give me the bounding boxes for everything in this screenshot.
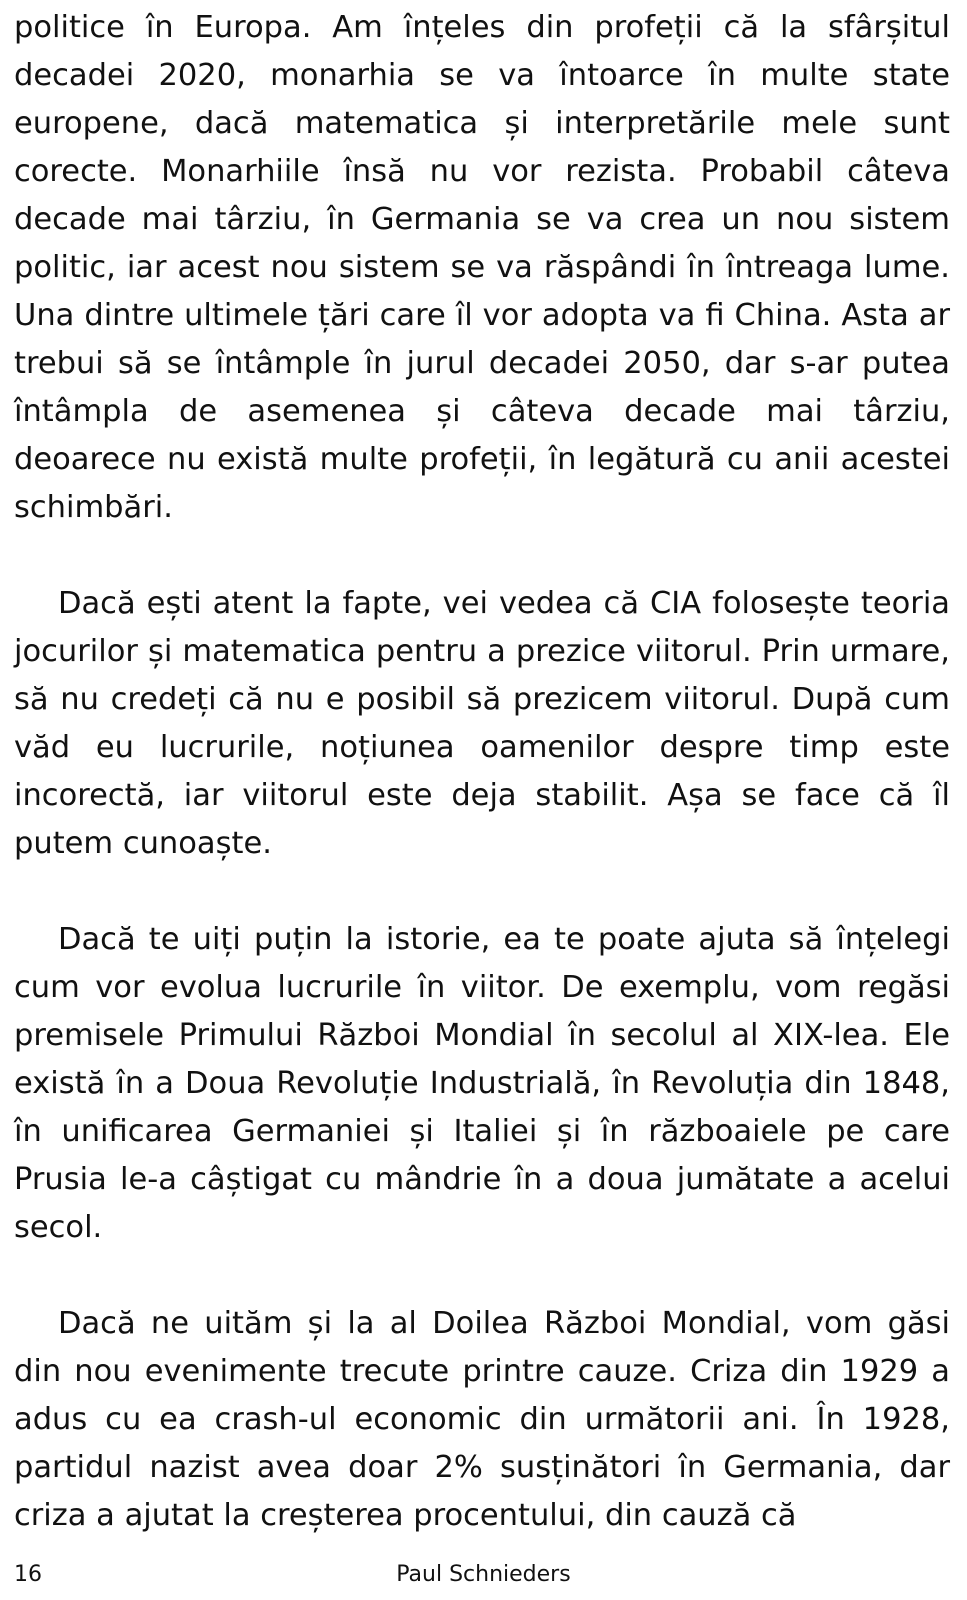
page-number: 16: [14, 1562, 42, 1587]
paragraph-history: Dacă te uiți puțin la istorie, ea te poate ajuta să înțelegi cum vor evolua lucrurile în viitor. De exemplu, vom regăsi premisele Primului Război Mondial în secolul al XIX-lea. Ele există în a Doua Revoluție Industrială, în Revoluția din 1848, în unificarea Germaniei și Italiei și în războaiele pe care Prusia le-a câștigat cu mândrie în a doua jumătate a acelui secol.: [14, 922, 950, 1245]
paragraph-ww2: Dacă ne uităm și la al Doilea Război Mondial, vom găsi din nou evenimente trecute printre cauze. Criza din 1929 a adus cu ea crash-ul economic din următorii ani. În 1928, partidul nazist avea doar 2% susținători în Germania, dar criza a ajutat la creșterea procentului, din cauză că: [14, 1306, 950, 1533]
running-author: Paul Schnieders: [396, 1562, 571, 1587]
page-footer: [0, 1558, 967, 1592]
paragraph-cia: Dacă ești atent la fapte, vei vedea că CIA folosește teoria jocurilor și matematica pentru a prezice viitorul. Prin urmare, să nu credeți că nu e posibil să prezicem viitorul. După cum văd eu lucrurile, noțiunea oamenilor despre timp este incorectă, iar viitorul este deja stabilit. Așa se face că îl putem cunoaște.: [14, 586, 950, 861]
paragraph-continued: politice în Europa. Am înțeles din profeții că la sfârșitul decadei 2020, monarhia se va întoarce în multe state europene, dacă matematica și interpretările mele sunt corecte. Monarhiile însă nu vor rezista. Probabil câteva decade mai târziu, în Germania se va crea un nou sistem politic, iar acest nou sistem se va răspândi în întreaga lume. Una dintre ultimele țări care îl vor adopta va fi China. Asta ar trebui să se întâmple în jurul decadei 2050, dar s-ar putea întâmpla de asemenea și câteva decade mai târziu, deoarece nu există multe profeții, în legătură cu anii acestei schimbări.: [14, 10, 950, 525]
page-body: [14, 4, 950, 1540]
